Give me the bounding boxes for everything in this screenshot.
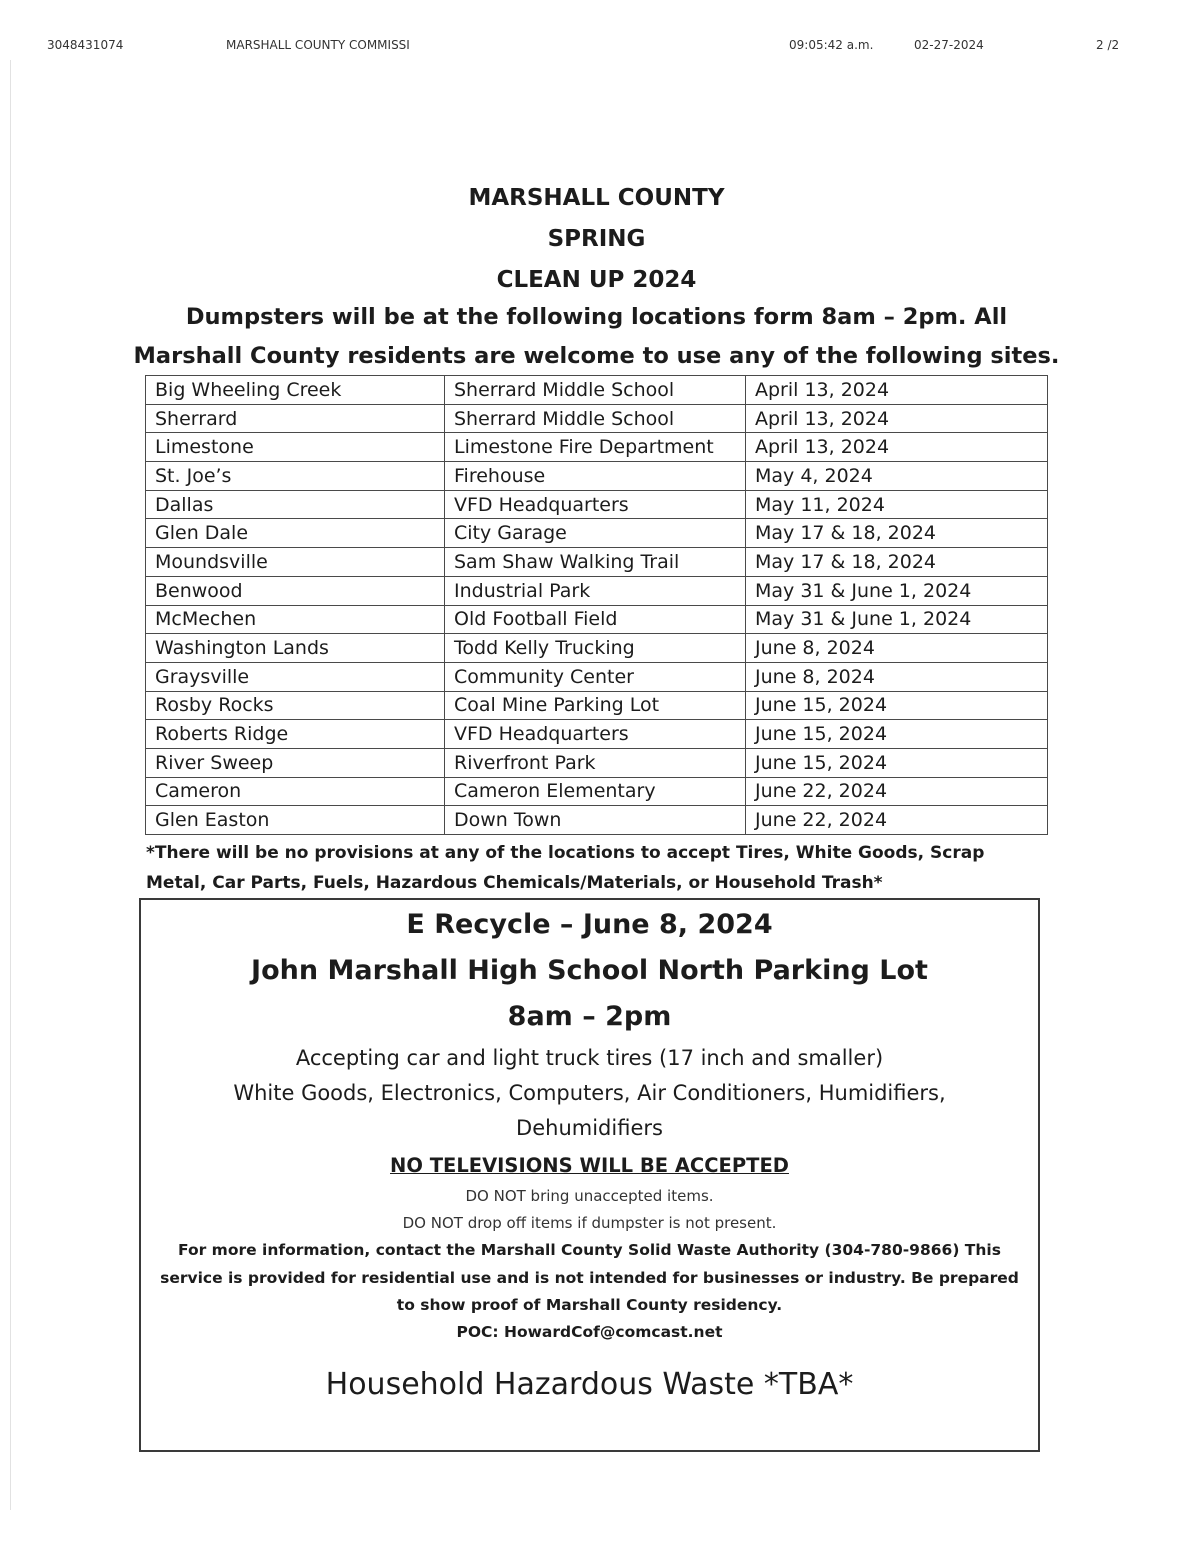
info-line-1: For more information, contact the Marshall County Solid Waste Authority (304-780-9866) This xyxy=(178,1241,1001,1259)
table-row xyxy=(146,376,1048,405)
site-location-cell: Sherrard Middle School xyxy=(445,404,746,433)
site-location-cell: VFD Headquarters xyxy=(445,490,746,519)
table-row xyxy=(146,490,1048,519)
site-area-cell: McMechen xyxy=(146,605,445,634)
site-date-cell: May 17 & 18, 2024 xyxy=(746,519,1048,548)
table-row xyxy=(146,462,1048,491)
site-date-cell: May 31 & June 1, 2024 xyxy=(746,576,1048,605)
site-location-cell: Down Town xyxy=(445,806,746,835)
title-line-season: SPRING xyxy=(547,226,646,252)
recycle-location: John Marshall High School North Parking Lot xyxy=(251,955,928,986)
site-date-cell: April 13, 2024 xyxy=(746,404,1048,433)
site-date-cell: June 22, 2024 xyxy=(746,777,1048,806)
site-date-cell: April 13, 2024 xyxy=(746,433,1048,462)
fax-page-number: 2 /2 xyxy=(1096,38,1120,52)
site-date-cell: June 15, 2024 xyxy=(746,691,1048,720)
table-row xyxy=(146,605,1048,634)
sites-table-body xyxy=(146,376,1048,835)
site-area-cell: Benwood xyxy=(146,576,445,605)
recycle-heading: E Recycle – June 8, 2024 xyxy=(406,909,773,940)
title-line-event: CLEAN UP 2024 xyxy=(496,267,697,293)
site-date-cell: May 11, 2024 xyxy=(746,490,1048,519)
intro-line-2: Marshall County residents are welcome to use any of the following sites. xyxy=(133,343,1060,369)
site-area-cell: Graysville xyxy=(146,662,445,691)
table-row xyxy=(146,634,1048,663)
site-area-cell: Glen Dale xyxy=(146,519,445,548)
table-row xyxy=(146,433,1048,462)
recycle-accept-line-3: Dehumidifiers xyxy=(516,1116,663,1140)
site-area-cell: St. Joe’s xyxy=(146,462,445,491)
site-area-cell: Dallas xyxy=(146,490,445,519)
info-line-3: to show proof of Marshall County residency. xyxy=(396,1296,783,1314)
site-date-cell: April 13, 2024 xyxy=(746,376,1048,405)
site-area-cell: Washington Lands xyxy=(146,634,445,663)
poc-email: POC: HowardCof@comcast.net xyxy=(456,1323,723,1341)
site-area-cell: Moundsville xyxy=(146,548,445,577)
fax-phone: 3048431074 xyxy=(47,38,124,52)
site-area-cell: Limestone xyxy=(146,433,445,462)
recycle-accept-line-2: White Goods, Electronics, Computers, Air Conditioners, Humidifiers, xyxy=(233,1081,946,1105)
site-location-cell: Firehouse xyxy=(445,462,746,491)
site-date-cell: June 15, 2024 xyxy=(746,748,1048,777)
recycle-accept-line-1: Accepting car and light truck tires (17 inch and smaller) xyxy=(295,1046,884,1070)
note-line-2: Metal, Car Parts, Fuels, Hazardous Chemicals/Materials, or Household Trash* xyxy=(146,873,883,893)
dumpster-sites-table xyxy=(145,375,1048,835)
site-location-cell: Community Center xyxy=(445,662,746,691)
table-row xyxy=(146,519,1048,548)
table-row xyxy=(146,576,1048,605)
site-area-cell: Sherrard xyxy=(146,404,445,433)
site-area-cell: River Sweep xyxy=(146,748,445,777)
e-recycle-box xyxy=(139,898,1040,1452)
intro-line-1: Dumpsters will be at the following locations form 8am – 2pm. All xyxy=(185,304,1008,330)
site-location-cell: Coal Mine Parking Lot xyxy=(445,691,746,720)
site-area-cell: Roberts Ridge xyxy=(146,720,445,749)
note-line-1: *There will be no provisions at any of the locations to accept Tires, White Goods, Scrap xyxy=(146,843,985,863)
site-area-cell: Cameron xyxy=(146,777,445,806)
fax-date: 02-27-2024 xyxy=(914,38,984,52)
site-location-cell: Sherrard Middle School xyxy=(445,376,746,405)
fax-time: 09:05:42 a.m. xyxy=(789,38,874,52)
restrictions-note xyxy=(146,838,1046,898)
table-row xyxy=(146,691,1048,720)
table-row xyxy=(146,748,1048,777)
site-area-cell: Big Wheeling Creek xyxy=(146,376,445,405)
site-date-cell: May 17 & 18, 2024 xyxy=(746,548,1048,577)
site-location-cell: Limestone Fire Department xyxy=(445,433,746,462)
site-location-cell: City Garage xyxy=(445,519,746,548)
site-date-cell: May 31 & June 1, 2024 xyxy=(746,605,1048,634)
table-row xyxy=(146,806,1048,835)
site-date-cell: June 22, 2024 xyxy=(746,806,1048,835)
table-row xyxy=(146,404,1048,433)
table-row xyxy=(146,662,1048,691)
site-location-cell: Riverfront Park xyxy=(445,748,746,777)
intro-paragraph xyxy=(100,298,1093,376)
site-location-cell: Industrial Park xyxy=(445,576,746,605)
rule-unaccepted-items: DO NOT bring unaccepted items. xyxy=(465,1187,714,1205)
site-area-cell: Rosby Rocks xyxy=(146,691,445,720)
site-area-cell: Glen Easton xyxy=(146,806,445,835)
document-title xyxy=(0,178,1193,301)
table-row xyxy=(146,720,1048,749)
recycle-hours: 8am – 2pm xyxy=(507,1001,672,1032)
site-location-cell: Todd Kelly Trucking xyxy=(445,634,746,663)
site-location-cell: Old Football Field xyxy=(445,605,746,634)
site-location-cell: VFD Headquarters xyxy=(445,720,746,749)
site-date-cell: June 8, 2024 xyxy=(746,634,1048,663)
no-televisions-warning: NO TELEVISIONS WILL BE ACCEPTED xyxy=(390,1154,789,1177)
site-location-cell: Cameron Elementary xyxy=(445,777,746,806)
site-date-cell: June 15, 2024 xyxy=(746,720,1048,749)
site-date-cell: June 8, 2024 xyxy=(746,662,1048,691)
rule-dumpster-present: DO NOT drop off items if dumpster is not present. xyxy=(402,1214,777,1232)
info-line-2: service is provided for residential use and is not intended for businesses or industry. Be prepared xyxy=(160,1269,1019,1287)
site-date-cell: May 4, 2024 xyxy=(746,462,1048,491)
household-hazardous-waste-notice: Household Hazardous Waste *TBA* xyxy=(325,1367,854,1402)
table-row xyxy=(146,548,1048,577)
table-row xyxy=(146,777,1048,806)
site-location-cell: Sam Shaw Walking Trail xyxy=(445,548,746,577)
fax-sender: MARSHALL COUNTY COMMISSI xyxy=(226,38,410,52)
fax-header xyxy=(0,38,1200,54)
title-line-county: MARSHALL COUNTY xyxy=(468,185,725,211)
